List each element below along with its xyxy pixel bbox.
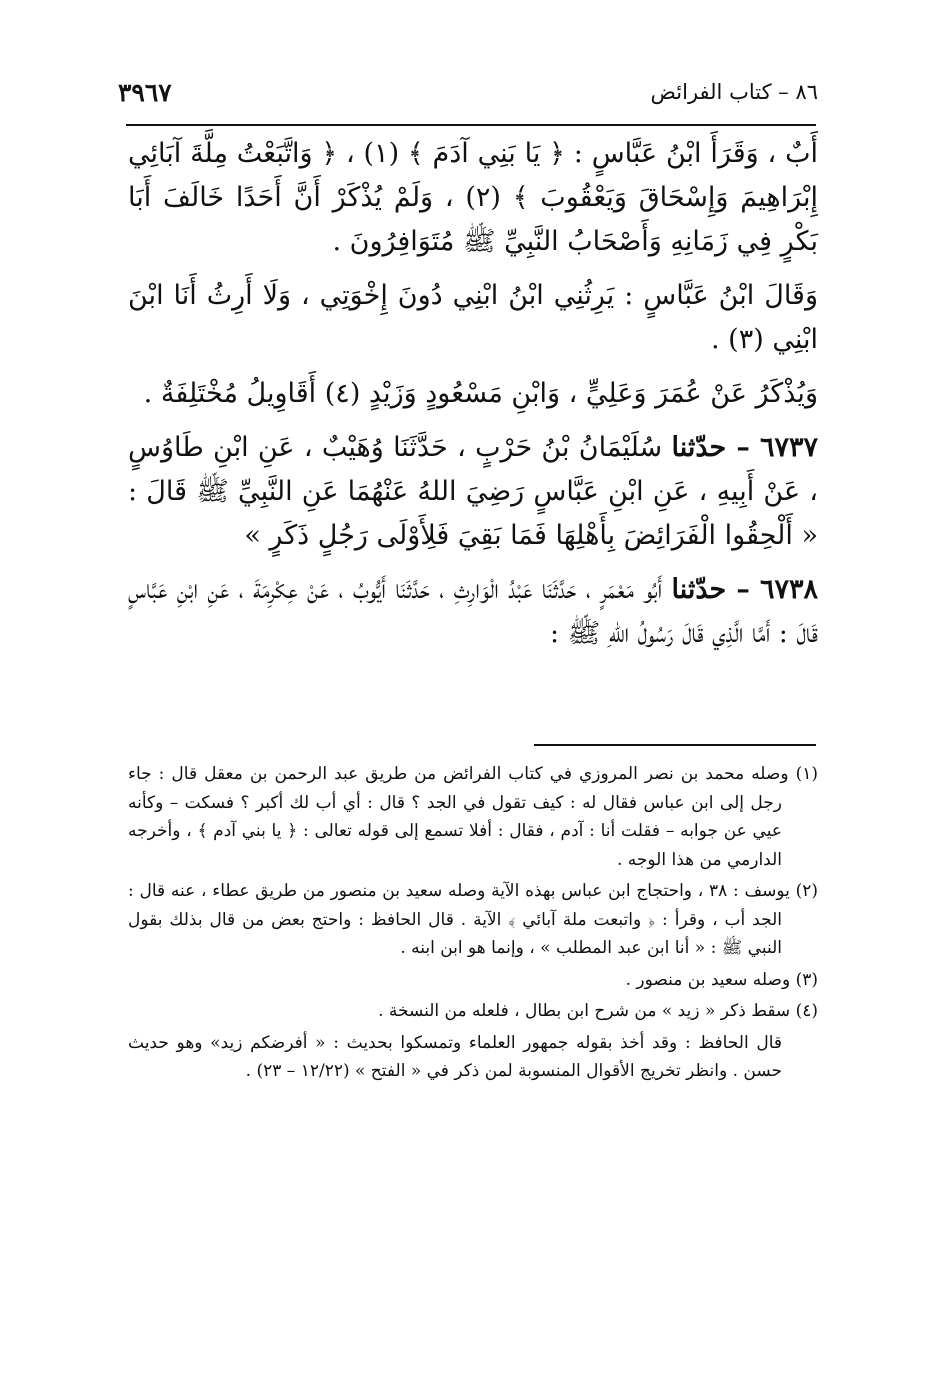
paragraph-2: وَقَالَ ابْنُ عَبَّاسٍ : يَرِثُنِي ابْنُ ابْنِي دُونَ إِخْوَتِي ، وَلَا أَرِثُ أَنَا ابْنَ ابْنِي (٣) .: [128, 280, 818, 355]
hadith-6738-text: أَبُو مَعْمَرٍ ، حَدَّثَنَا عَبْدُ الْوَارِثِ ، حَدَّثَنَا أَيُّوبُ ، عَنْ عِكْرِمَةَ ، عَنِ ابْنِ عَبَّاسٍ قَالَ : أَمَّا الَّذِي قَالَ رَسُولُ اللهِ ﷺ :: [128, 574, 818, 649]
hadith-6738-number: ٦٧٣٨ – حدّثنا: [671, 574, 818, 605]
hadith-6737-text: سُلَيْمَانُ بْنُ حَرْبٍ ، حَدَّثَنَا وُهَيْبٌ ، عَنِ ابْنِ طَاوُسٍ ، عَنْ أَبِيهِ ، عَنِ ابْنِ عَبَّاسٍ رَضِيَ اللهُ عَنْهُمَا عَنِ النَّبِيِّ ﷺ قَالَ : « أَلْحِقُوا الْفَرَائِضَ بِأَهْلِهَا فَمَا بَقِيَ فَلِأَوْلَى رَجُلٍ ذَكَرٍ »: [128, 432, 818, 551]
paragraph-3: وَيُذْكَرُ عَنْ عُمَرَ وَعَلِيٍّ ، وَابْنِ مَسْعُودٍ وَزَيْدٍ (٤) أَقَاوِيلُ مُخْتَلِفَةٌ .: [143, 378, 818, 409]
hadith-6738: [128, 568, 818, 656]
paragraph-1: أَبٌ ، وَقَرَأَ ابْنُ عَبَّاسٍ : ﴿ يَا بَنِي آدَمَ ﴾ (١) ، ﴿ وَاتَّبَعْتُ مِلَّةَ آبَائِي إِبْرَاهِيمَ وَإِسْحَاقَ وَيَعْقُوبَ ﴾ (٢) ، وَلَمْ يُذْكَرْ أَنَّ أَحَدًا خَالَفَ أَبَا بَكْرٍ فِي زَمَانِهِ وَأَصْحَابُ النَّبِيِّ ﷺ مُتَوَافِرُونَ .: [128, 138, 819, 257]
main-text: [128, 132, 818, 666]
hadith-6737-number: ٦٧٣٧ – حدّثنا: [671, 432, 818, 463]
footnote-2: (٢) يوسف : ٣٨ ، واحتجاج ابن عباس بهذه الآية وصله سعيد بن منصور من طريق عطاء ، عنه قال : الجد أب ، وقرأ : ﴿ واتبعت ملة آبائي ﴾ الآية . قال الحافظ : واحتج بعض من قال بذلك بقول النبي ﷺ : « أنا ابن عبد المطلب » ، وإنما هو ابن ابنه .: [128, 881, 818, 958]
chapter-title: ٨٦ – كتاب الفرائض: [650, 80, 818, 104]
footnote-3: (٣) وصله سعيد بن منصور .: [625, 969, 818, 990]
footnote-divider: [534, 744, 816, 746]
header-divider: [126, 124, 816, 126]
footnote-1: (١) وصله محمد بن نصر المروزي في كتاب الفرائض من طريق عبد الرحمن بن معقل قال : جاء رجل إلى ابن عباس فقال له : كيف تقول في الجد ؟ قال : أي أب لك أكبر ؟ فسكت – وكأنه عيي عن جوابه – فقلت أنا : آدم ، فقال : أفلا تسمع إلى قوله تعالى : ﴿ يا بني آدم ﴾ ، وأخرجه الدارمي من هذا الوجه .: [128, 764, 818, 870]
page-header: [118, 78, 818, 118]
hadith-6737: [128, 426, 818, 558]
footnote-4: (٤) سقط ذكر « زيد » من شرح ابن بطال ، فلعله من النسخة .: [378, 1001, 818, 1021]
footnotes: [128, 760, 818, 1086]
footnote-4-continuation: قال الحافظ : وقد أخذ بقوله جمهور العلماء وتمسكوا بحديث : « أفرضكم زيد» وهو حديث حسن . وانظر تخريج الأقوال المنسوبة لمن ذكر في « الفتح » (١٢/٢٢ – ٢٣) .: [128, 1032, 782, 1081]
page-number: ٣٩٦٧: [118, 78, 172, 107]
